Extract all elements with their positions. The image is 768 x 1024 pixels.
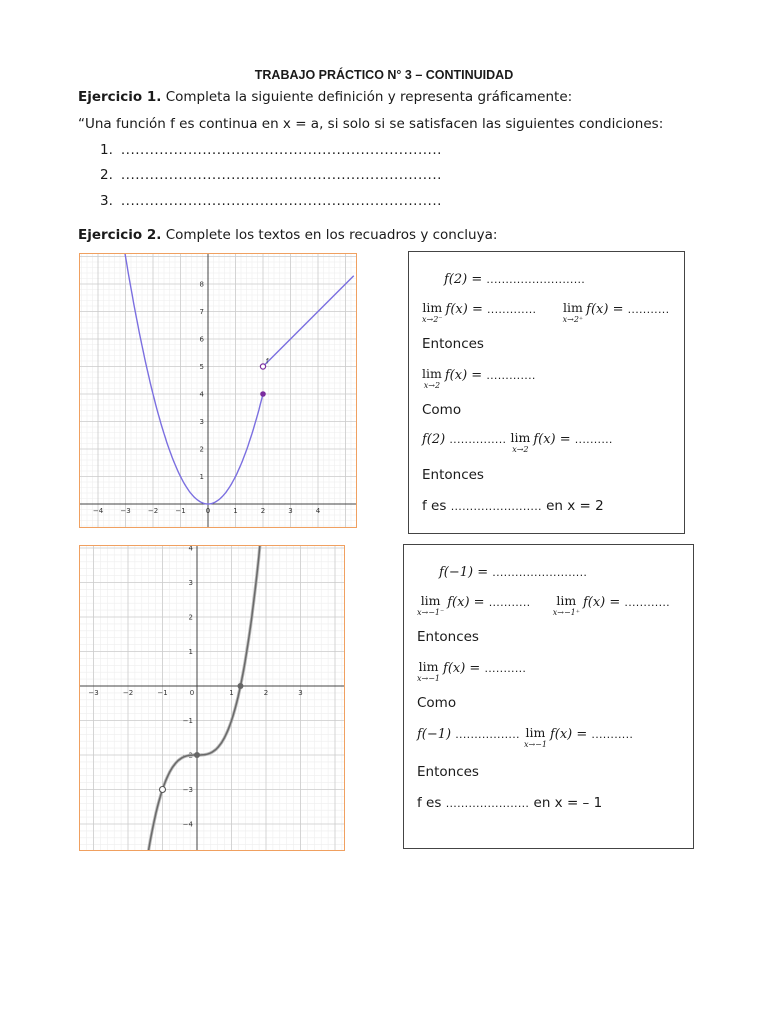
y-tick-label: 6 xyxy=(199,335,204,344)
x-tick-label: 0 xyxy=(189,689,195,697)
y-tick-label: −1 xyxy=(182,717,193,725)
box1-compare-blank: ............... xyxy=(449,433,507,446)
box1-compare-row xyxy=(422,432,613,454)
y-tick-label: 8 xyxy=(199,280,204,289)
limit-box-2 xyxy=(403,544,694,849)
box1-fx-right: f(x) = xyxy=(586,302,628,317)
box1-concl-blank: ........................ xyxy=(450,500,542,513)
box1-f-value: f(2) = xyxy=(444,272,487,287)
y-tick-label: 7 xyxy=(199,308,204,316)
condition-1 xyxy=(100,142,442,158)
box1-fx-left: f(x) = xyxy=(445,302,487,317)
box1-limit-row xyxy=(422,368,536,390)
point-x-intercept xyxy=(237,683,243,689)
x-tick-label: 3 xyxy=(298,689,303,697)
exercise-2-label: Ejercicio 2. xyxy=(78,227,162,243)
y-tick-label: 2 xyxy=(199,445,204,454)
open-point-label: f xyxy=(266,357,269,366)
box2-limit-row xyxy=(417,661,526,683)
box1-lim-left-blank: ............. xyxy=(486,303,537,316)
x-tick-label: −1 xyxy=(157,689,168,697)
box2-conclusion xyxy=(417,795,602,811)
exercise-1-heading xyxy=(78,89,572,105)
x-tick-label: −2 xyxy=(122,689,134,697)
condition-blank: ................................................................... xyxy=(120,193,442,209)
box1-f2: f(2) xyxy=(422,432,450,447)
cubic-curve-halo xyxy=(144,546,261,850)
box1-como: Como xyxy=(422,402,462,418)
box2-entonces-2: Entonces xyxy=(417,764,479,780)
box2-concl-start: f es xyxy=(417,795,446,811)
box2-lim-right-blank: ............ xyxy=(624,596,670,609)
box1-compare-end-blank: .......... xyxy=(574,433,613,446)
box2-lim-compare: lim x→−1 xyxy=(523,725,547,749)
box1-lim-blank: ............. xyxy=(486,369,536,382)
y-tick-label: 1 xyxy=(188,648,193,656)
box2-compare-blank: ................. xyxy=(455,728,520,741)
box2-f-minus1: f(−1) xyxy=(417,727,456,742)
box2-f-value-row xyxy=(439,565,587,580)
box2-f-blank: ......................... xyxy=(492,566,588,579)
x-tick-label: 1 xyxy=(233,507,238,515)
condition-blank: ................................................................... xyxy=(120,142,442,158)
box2-lateral-limits-row xyxy=(417,595,670,617)
y-tick-label: −4 xyxy=(182,820,193,829)
box2-lim: lim x→−1 xyxy=(417,659,441,683)
box1-entonces-1: Entonces xyxy=(422,336,484,352)
cubic-curve xyxy=(144,546,261,850)
box1-fx: f(x) = xyxy=(444,368,487,383)
x-tick-label: 0 xyxy=(205,507,211,515)
exercise-1-text: Completa la siguiente definición y representa gráficamente: xyxy=(161,89,573,105)
box2-concl-end: en x = – 1 xyxy=(529,795,603,811)
box1-lim-compare: lim x→2 xyxy=(510,430,531,454)
open-point xyxy=(160,787,166,793)
box2-lim-blank: ........... xyxy=(484,662,527,675)
box1-lim-right-blank: ........... xyxy=(627,303,670,316)
graph-2-plot xyxy=(80,546,344,850)
box2-concl-blank: ...................... xyxy=(445,797,530,810)
graph-2 xyxy=(79,545,345,851)
condition-number: 3. xyxy=(100,193,113,209)
box2-compare-end-blank: ........... xyxy=(591,728,634,741)
graph-1 xyxy=(79,253,357,528)
x-tick-label: −3 xyxy=(88,689,99,697)
x-tick-label: 3 xyxy=(288,507,293,515)
box2-fx: f(x) = xyxy=(443,661,485,676)
box2-compare-row xyxy=(417,727,633,749)
box1-lim-right: lim x→2⁺ xyxy=(562,300,584,324)
y-tick-label: 4 xyxy=(188,546,193,553)
box1-f-value-row xyxy=(444,272,585,287)
box2-lim-left-blank: ........... xyxy=(488,596,531,609)
graph-1-plot xyxy=(80,254,356,527)
y-tick-label: 1 xyxy=(199,473,204,481)
box2-entonces-1: Entonces xyxy=(417,629,479,645)
definition-text: “Una función f es continua en x = a, si solo si se satisfacen las siguientes condiciones: xyxy=(78,116,664,132)
box2-lim-left: lim x→−1⁻ xyxy=(417,593,445,617)
x-tick-label: 1 xyxy=(229,689,234,697)
condition-blank: ................................................................... xyxy=(120,167,442,183)
box1-conclusion xyxy=(422,498,604,514)
condition-3 xyxy=(100,193,442,209)
x-tick-label: −3 xyxy=(120,507,131,515)
page-title: TRABAJO PRÁCTICO N° 3 – CONTINUIDAD xyxy=(254,68,514,82)
x-tick-label: 4 xyxy=(315,507,321,515)
box1-lim-left: lim x→2⁻ xyxy=(422,300,443,324)
box1-fx-compare: f(x) = xyxy=(533,432,575,447)
closed-point xyxy=(260,391,266,397)
box1-entonces-2: Entonces xyxy=(422,467,484,483)
box1-concl-end: en x = 2 xyxy=(541,498,604,514)
exercise-2-text: Complete los textos en los recuadros y concluya: xyxy=(161,227,498,243)
x-tick-label: −1 xyxy=(175,507,186,515)
y-tick-label: 2 xyxy=(188,613,193,622)
box2-como: Como xyxy=(417,695,457,711)
box2-f-value: f(−1) = xyxy=(439,565,493,580)
condition-2 xyxy=(100,167,442,183)
box2-lim-right: lim x→−1⁺ xyxy=(552,593,580,617)
y-tick-label: 5 xyxy=(199,363,204,371)
x-tick-label: 2 xyxy=(260,507,266,515)
exercise-1-label: Ejercicio 1. xyxy=(78,89,162,105)
box1-concl-start: f es xyxy=(422,498,451,514)
open-point xyxy=(260,364,265,369)
box2-fx-left: f(x) = xyxy=(447,595,489,610)
x-tick-label: 2 xyxy=(263,689,269,697)
limit-box-1 xyxy=(408,251,685,534)
point-y-intercept xyxy=(194,752,200,758)
y-tick-label: 3 xyxy=(188,579,193,587)
exercise-2-heading xyxy=(78,227,497,243)
box2-fx-right: f(x) = xyxy=(582,595,625,610)
y-tick-label: −2 xyxy=(182,751,193,760)
condition-number: 1. xyxy=(100,142,113,158)
y-tick-label: −3 xyxy=(182,786,193,794)
condition-number: 2. xyxy=(100,167,113,183)
y-tick-label: 3 xyxy=(199,418,204,426)
box1-lim: lim x→2 xyxy=(422,366,442,390)
box2-fx-compare: f(x) = xyxy=(549,727,592,742)
y-tick-label: 4 xyxy=(199,390,204,399)
x-tick-label: −2 xyxy=(147,507,159,515)
box1-f-blank: .......................... xyxy=(486,273,586,286)
box1-lateral-limits-row xyxy=(422,302,669,324)
x-tick-label: −4 xyxy=(92,507,104,515)
